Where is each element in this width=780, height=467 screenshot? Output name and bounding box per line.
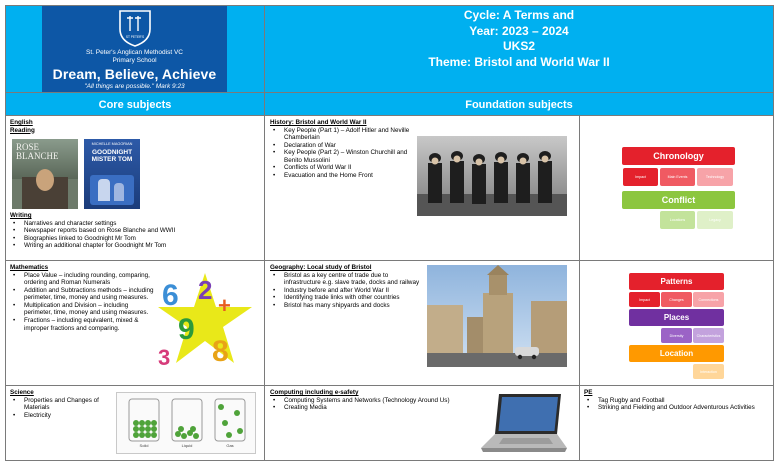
svg-text:3: 3 bbox=[158, 345, 171, 370]
group-label: UKS2 bbox=[502, 39, 535, 53]
states-of-matter-illustration bbox=[116, 392, 256, 454]
english-cell bbox=[5, 115, 265, 261]
concept-conflict: Conflict bbox=[622, 191, 735, 209]
list-item: • Biographies linked to Goodnight Mr Tom bbox=[10, 235, 260, 243]
pe-title: PE bbox=[584, 389, 593, 396]
list-item: • Multiplication and Division – including perimeter, time, money and using measures. bbox=[10, 302, 158, 317]
list-item: • Bristol has many shipyards and docks bbox=[270, 302, 425, 310]
svg-text:8: 8 bbox=[212, 335, 229, 368]
concept-main-events: Main Events bbox=[660, 168, 695, 186]
list-item: • Fractions – including equivalent, mixed & improper fractions and comparing. bbox=[10, 317, 158, 332]
page-title bbox=[265, 8, 773, 70]
list-item: • Properties and Changes of Materials bbox=[10, 397, 110, 412]
list-item: • Tag Rugby and Football bbox=[584, 397, 769, 405]
svg-text:9: 9 bbox=[178, 313, 195, 346]
pe-cell bbox=[579, 385, 774, 461]
jar-label-gas: Gas bbox=[226, 443, 234, 448]
concept-locations: Locations bbox=[660, 211, 695, 229]
school-logo bbox=[42, 6, 227, 92]
maths-cell bbox=[5, 260, 265, 386]
jar-label-solid: Solid bbox=[139, 443, 149, 448]
concept-diversity: Diversity bbox=[661, 328, 692, 343]
concept-technology: Technology bbox=[697, 168, 733, 186]
list-item: • Striking and Fielding and Outdoor Adventurous Activities bbox=[584, 404, 769, 412]
wwii-women-photo bbox=[417, 136, 567, 216]
numbers-illustration bbox=[154, 269, 256, 373]
science-title: Science bbox=[10, 389, 34, 396]
maths-list bbox=[10, 272, 158, 333]
english-list bbox=[10, 220, 260, 250]
list-item: • Computing Systems and Networks (Technology Around Us) bbox=[270, 397, 470, 405]
list-item: • Creating Media bbox=[270, 404, 470, 412]
pe-list bbox=[584, 397, 769, 412]
list-item: • Addition and Subtractions methods – including perimeter, time, money and using measures. bbox=[10, 287, 158, 302]
bristol-photo-illustration bbox=[427, 265, 567, 367]
geography-list bbox=[270, 272, 425, 310]
computing-cell bbox=[264, 385, 580, 461]
concept-location: Location bbox=[629, 345, 724, 362]
history-concepts-cell bbox=[579, 115, 774, 261]
concept-legacy: Legacy bbox=[697, 211, 733, 229]
jar-label-liquid: Liquid bbox=[181, 443, 193, 448]
geography-cell bbox=[264, 260, 580, 386]
laptop-icon bbox=[477, 390, 569, 456]
list-item: • Industry before and after World War II bbox=[270, 287, 425, 295]
concept-impact: Impact bbox=[629, 292, 660, 307]
science-cell bbox=[5, 385, 265, 461]
english-title: English bbox=[10, 119, 33, 126]
writing-title: Writing bbox=[10, 212, 32, 219]
list-item: • Place Value – including rounding, comparing, ordering and Roman Numerals bbox=[10, 272, 158, 287]
school-motto: Dream, Believe, Achieve bbox=[52, 66, 217, 82]
svg-text:6: 6 bbox=[162, 279, 179, 312]
svg-text:2: 2 bbox=[198, 275, 213, 305]
concept-connections: Connections bbox=[693, 292, 724, 307]
list-item: • Key People (Part 1) – Adolf Hitler and Neville Chamberlain bbox=[270, 127, 420, 142]
geography-title: Geography: Local study of Bristol bbox=[270, 264, 372, 271]
history-cell bbox=[264, 115, 580, 261]
concept-characteristics: Characteristics bbox=[693, 328, 724, 343]
theme-label: Theme: Bristol and World War II bbox=[428, 54, 610, 69]
list-item: • Bristol as a key centre of trade due to infrastructure e.g. slave trade, docks and railway bbox=[270, 272, 425, 287]
wwii-photo-illustration bbox=[417, 136, 567, 216]
foundation-subjects-band: Foundation subjects bbox=[264, 92, 774, 116]
list-item: • Electricity bbox=[10, 412, 110, 420]
computing-list bbox=[270, 397, 470, 412]
list-item: • Narratives and character settings bbox=[10, 220, 260, 228]
concept-places: Places bbox=[629, 309, 724, 326]
svg-text:+: + bbox=[218, 293, 231, 318]
list-item: • Evacuation and the Home Front bbox=[270, 172, 420, 180]
concept-chronology: Chronology bbox=[622, 147, 735, 165]
computing-title: Computing including e-safety bbox=[270, 389, 359, 396]
concept-impact: Impact bbox=[623, 168, 658, 186]
rose-blanche-cover: ROSE BLANCHE bbox=[12, 139, 78, 209]
bristol-photo bbox=[427, 265, 567, 367]
history-list bbox=[270, 127, 420, 180]
concept-patterns: Patterns bbox=[629, 273, 724, 290]
concept-interaction: Interaction bbox=[693, 364, 724, 379]
history-title: History: Bristol and World War II bbox=[270, 119, 367, 126]
list-item: • Conflicts of World War II bbox=[270, 164, 420, 172]
reading-title: Reading bbox=[10, 126, 35, 134]
crest-icon bbox=[118, 9, 152, 47]
core-subjects-band: Core subjects bbox=[5, 92, 265, 116]
school-verse: "All things are possible." Mark 9:23 bbox=[84, 83, 185, 90]
concept-changes: Changes bbox=[661, 292, 692, 307]
geography-concepts-cell bbox=[579, 260, 774, 386]
science-list bbox=[10, 397, 110, 420]
list-item: • Declaration of War bbox=[270, 142, 420, 150]
list-item: • Writing an additional chapter for Goodnight Mr Tom bbox=[10, 242, 260, 250]
list-item: • Identifying trade links with other countries bbox=[270, 294, 425, 302]
year-label: Year: 2023 – 2024 bbox=[469, 23, 569, 38]
svg-text:ST PETER'S: ST PETER'S bbox=[125, 35, 145, 39]
cycle-label: Cycle: A Terms and bbox=[463, 8, 575, 22]
goodnight-mister-tom-cover: MICHELLE MAGORIAN GOODNIGHT MISTER TOM bbox=[84, 139, 140, 209]
maths-title: Mathematics bbox=[10, 264, 49, 271]
list-item: • Key People (Part 2) – Winston Churchill and Benito Mussolini bbox=[270, 149, 420, 164]
school-name: St. Peter's Anglican Methodist VC Primary School bbox=[86, 49, 183, 64]
list-item: • Newspaper reports based on Rose Blanche and WWII bbox=[10, 227, 260, 235]
